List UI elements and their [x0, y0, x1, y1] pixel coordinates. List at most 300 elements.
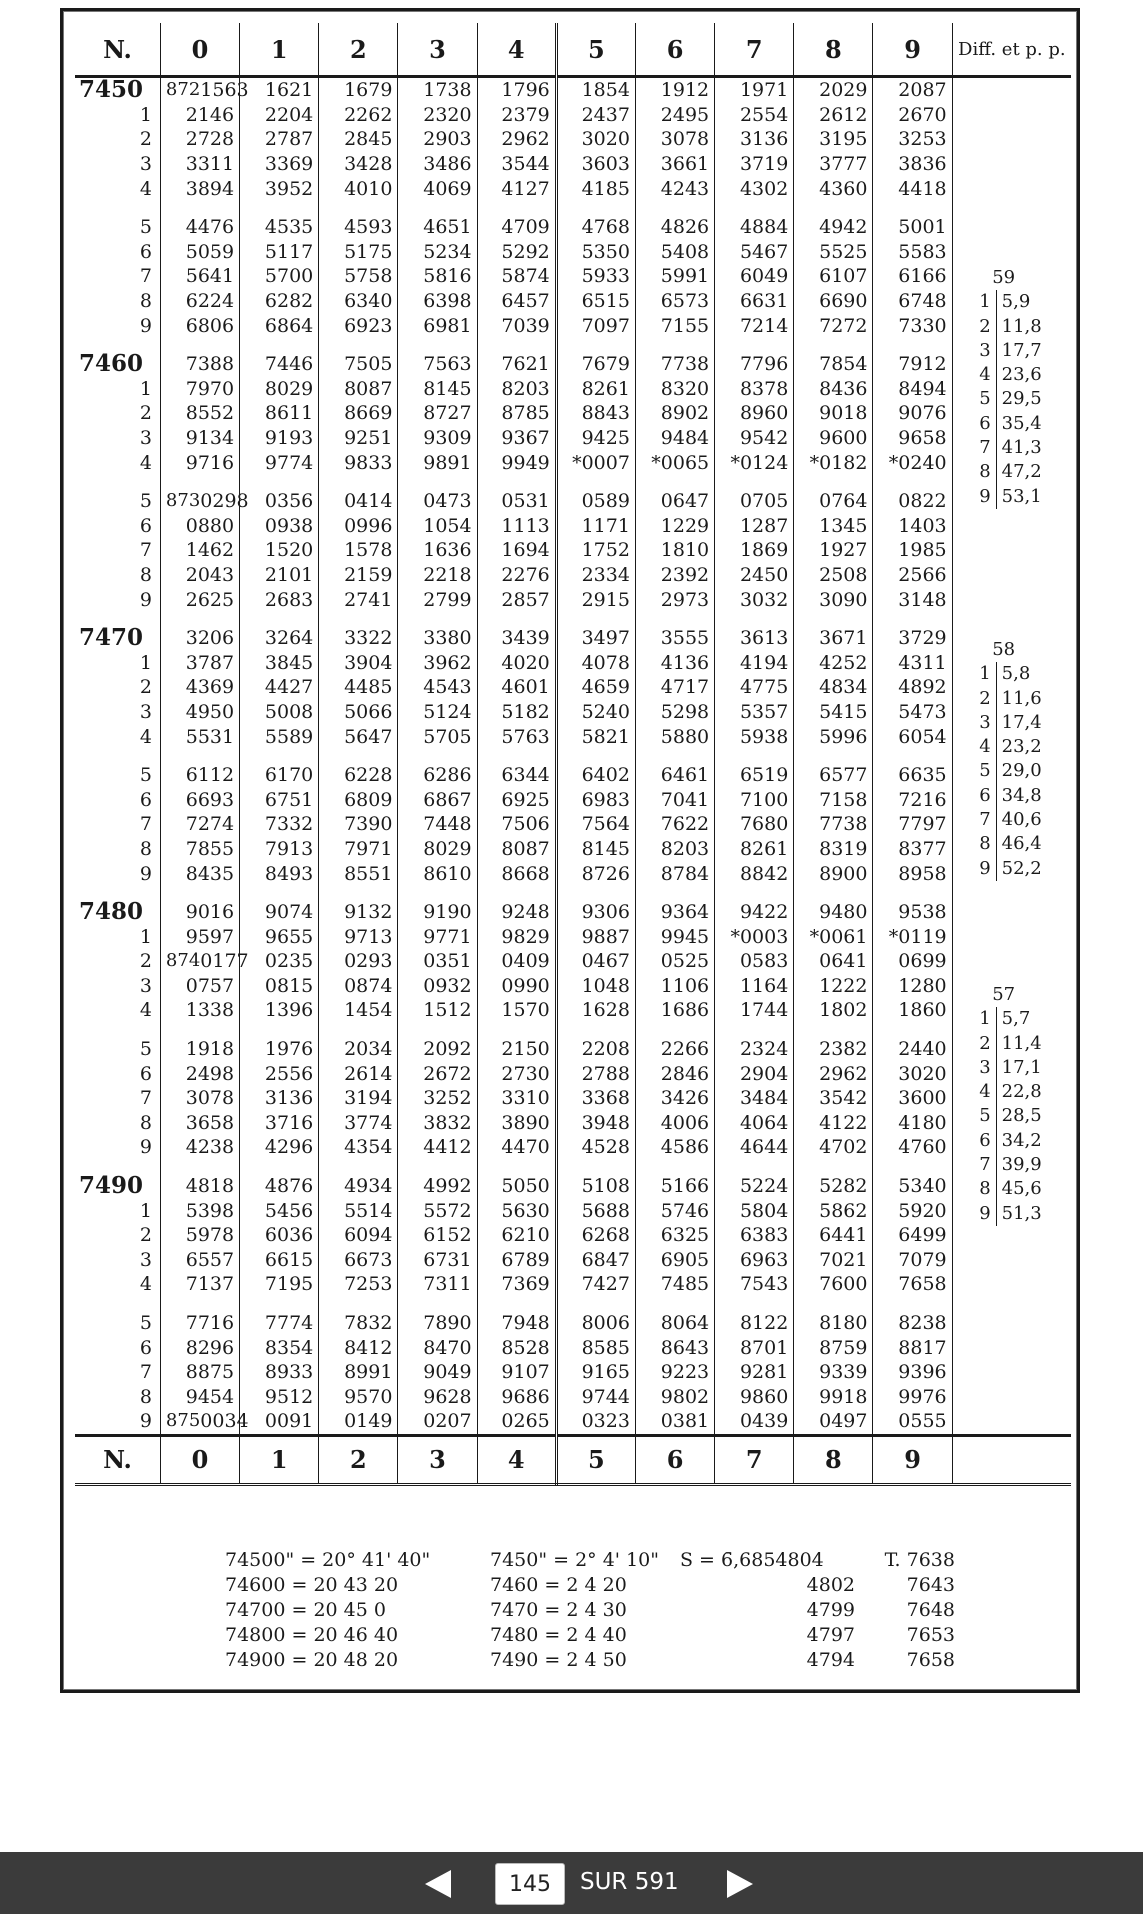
log-value-cell	[635, 289, 714, 314]
log-mantissa: 9976	[898, 1385, 947, 1408]
log-value-cell	[319, 1061, 398, 1086]
log-value-cell	[556, 1385, 635, 1410]
page-number-input[interactable]	[495, 1863, 565, 1905]
log-value-cell	[160, 700, 239, 725]
log-mantissa: 4006	[660, 1111, 710, 1134]
log-value-cell	[240, 1086, 319, 1111]
s-value: 4794	[806, 1649, 855, 1671]
log-value-cell	[794, 563, 873, 588]
column-header: 2	[319, 1435, 398, 1484]
logarithm-table	[75, 23, 1071, 1486]
table-row	[75, 900, 1071, 925]
log-value-cell	[477, 1272, 556, 1297]
log-mantissa: 5920	[898, 1199, 947, 1222]
log-mantissa: 4992	[423, 1175, 472, 1198]
log-value-cell	[715, 377, 794, 402]
log-value-cell	[398, 1223, 477, 1248]
log-mantissa: 9628	[423, 1385, 472, 1408]
log-mantissa: 4717	[660, 676, 710, 699]
log-value-cell	[635, 514, 714, 539]
log-value-cell	[635, 426, 714, 451]
log-mantissa: 2554	[739, 103, 789, 126]
column-header: 4	[477, 23, 556, 77]
log-value-cell	[794, 587, 873, 612]
log-value-cell	[873, 700, 952, 725]
log-mantissa: 8701	[739, 1336, 789, 1359]
log-mantissa: 9655	[264, 925, 314, 948]
log-value-cell	[477, 675, 556, 700]
log-mantissa: 0555	[898, 1410, 947, 1433]
log-value-cell	[635, 837, 714, 862]
log-value-cell	[160, 1037, 239, 1062]
log-mantissa: 9480	[819, 901, 868, 924]
log-mantissa: 6983	[581, 788, 630, 811]
log-value-cell	[319, 215, 398, 240]
log-value-cell	[240, 1311, 319, 1336]
log-mantissa: 8933	[264, 1361, 314, 1384]
log-mantissa: 7738	[660, 353, 710, 376]
log-value-cell	[794, 264, 873, 289]
log-mantissa: 0589	[581, 490, 630, 513]
row-number: 9	[75, 1409, 160, 1435]
log-value-cell	[477, 1311, 556, 1336]
log-value-cell	[398, 264, 477, 289]
log-mantissa: 0531	[501, 490, 550, 513]
log-mantissa: 7970	[185, 377, 235, 400]
log-value-cell	[794, 974, 873, 999]
log-mantissa: 1738	[423, 79, 472, 102]
log-value-cell	[715, 240, 794, 265]
row-number: 1	[75, 103, 160, 128]
log-mantissa: 2437	[581, 103, 630, 126]
log-value-cell	[319, 401, 398, 426]
log-value-cell	[794, 240, 873, 265]
log-mantissa: 3078	[185, 1087, 235, 1110]
log-value-cell	[873, 763, 952, 788]
log-mantissa: 9538	[898, 901, 947, 924]
log-value-cell	[240, 313, 319, 338]
row-number: 5	[75, 1037, 160, 1062]
log-mantissa: 3777	[819, 153, 868, 176]
log-value-cell	[319, 176, 398, 201]
log-mantissa: 7543	[739, 1273, 789, 1296]
log-value-cell	[398, 1335, 477, 1360]
pp-value: 17,7	[1001, 339, 1042, 361]
log-value-cell	[240, 401, 319, 426]
log-mantissa: 8528	[501, 1336, 550, 1359]
log-value-cell	[635, 1037, 714, 1062]
log-mantissa: 9193	[264, 427, 314, 450]
log-value-cell	[477, 377, 556, 402]
table-row	[75, 763, 1071, 788]
log-value-cell	[715, 77, 794, 103]
log-value-cell	[160, 675, 239, 700]
log-mantissa: 3439	[501, 627, 550, 650]
log-value-cell	[873, 1248, 952, 1273]
log-value-cell	[794, 1311, 873, 1336]
log-mantissa: 7912	[898, 353, 947, 376]
log-value-cell	[556, 240, 635, 265]
log-value-cell	[240, 1385, 319, 1410]
log-mantissa: 1976	[264, 1038, 314, 1061]
log-mantissa: 5108	[581, 1175, 630, 1198]
log-mantissa: 6864	[264, 314, 314, 337]
log-value-cell	[715, 1198, 794, 1223]
log-value-cell	[635, 861, 714, 886]
table-row	[75, 152, 1071, 177]
log-mantissa: 4243	[660, 177, 710, 200]
column-header: 9	[873, 23, 952, 77]
log-value-cell	[319, 240, 398, 265]
log-mantissa: 6631	[739, 290, 789, 313]
log-value-cell	[477, 352, 556, 377]
log-mantissa: 5763	[501, 725, 550, 748]
log-value-cell	[319, 974, 398, 999]
log-mantissa: 2556	[264, 1062, 314, 1085]
log-value-cell	[715, 127, 794, 152]
log-value-cell	[398, 77, 477, 103]
log-mantissa: 2904	[739, 1062, 789, 1085]
log-value-cell	[160, 176, 239, 201]
log-value-cell	[240, 563, 319, 588]
log-mantissa: 2614	[344, 1062, 393, 1085]
log-mantissa: 5059	[185, 240, 235, 263]
log-mantissa: 7039	[501, 314, 550, 337]
log-mantissa: 7214	[739, 314, 789, 337]
log-value-cell	[873, 626, 952, 651]
log-value-cell	[556, 998, 635, 1023]
row-number: 5	[75, 1311, 160, 1336]
log-mantissa: 7600	[819, 1273, 868, 1296]
log-mantissa: 3253	[898, 128, 947, 151]
log-mantissa: 7388	[185, 353, 235, 376]
log-value-cell	[794, 1135, 873, 1160]
log-mantissa: 3787	[185, 651, 235, 674]
table-row	[75, 426, 1071, 451]
log-value-cell	[319, 787, 398, 812]
log-mantissa: 7506	[501, 813, 550, 836]
log-mantissa: 8958	[898, 862, 947, 885]
log-value-cell	[398, 352, 477, 377]
log-value-cell	[556, 215, 635, 240]
log-value-cell	[556, 1174, 635, 1199]
column-header: 1	[240, 1435, 319, 1484]
log-mantissa: 3136	[264, 1087, 314, 1110]
row-number: 4	[75, 176, 160, 201]
log-value-cell	[794, 650, 873, 675]
pp-digit: 9	[969, 1202, 997, 1226]
log-value-cell	[873, 313, 952, 338]
log-value-cell	[160, 587, 239, 612]
log-mantissa: 9367	[501, 427, 550, 450]
row-number: 3	[75, 1248, 160, 1273]
log-value-cell	[715, 812, 794, 837]
table-row	[75, 924, 1071, 949]
log-mantissa: 2730	[501, 1062, 550, 1085]
log-value-cell	[398, 650, 477, 675]
log-value-cell	[240, 700, 319, 725]
row-number: 7460	[75, 352, 160, 377]
log-mantissa: 3952	[264, 177, 314, 200]
row-number: 9	[75, 861, 160, 886]
log-value-cell	[873, 240, 952, 265]
pp-digit: 9	[969, 485, 997, 509]
log-value-cell	[160, 538, 239, 563]
log-value-cell	[715, 538, 794, 563]
log-value-cell	[635, 1385, 714, 1410]
log-value-cell	[477, 77, 556, 103]
log-mantissa: 6847	[581, 1248, 630, 1271]
log-value-cell	[635, 401, 714, 426]
log-value-cell	[556, 924, 635, 949]
log-mantissa: 3719	[739, 153, 789, 176]
log-mantissa: 2741	[344, 588, 393, 611]
table-row	[75, 1335, 1071, 1360]
log-mantissa: 1985	[898, 539, 947, 562]
log-mantissa: 5182	[501, 700, 550, 723]
log-value-cell	[556, 812, 635, 837]
log-mantissa: 6806	[185, 314, 235, 337]
log-value-cell	[240, 1272, 319, 1297]
log-mantissa: 7890	[423, 1312, 472, 1335]
log-mantissa: 1287	[739, 514, 789, 537]
log-value-cell	[715, 152, 794, 177]
log-value-cell	[240, 264, 319, 289]
log-mantissa: 9945	[660, 925, 710, 948]
difference-value: 57	[992, 984, 1016, 1005]
log-mantissa: 2498	[185, 1062, 235, 1085]
log-mantissa: 9542	[739, 427, 789, 450]
log-value-cell	[398, 974, 477, 999]
log-value-cell	[240, 587, 319, 612]
log-value-cell	[873, 538, 952, 563]
log-mantissa: 3310	[501, 1087, 550, 1110]
log-mantissa: 8087	[344, 377, 393, 400]
log-value-cell	[715, 1335, 794, 1360]
column-header: 8	[794, 23, 873, 77]
log-value-cell	[635, 489, 714, 514]
log-mantissa: 8960	[739, 402, 789, 425]
log-mantissa: 4238	[185, 1136, 235, 1159]
row-number: 2	[75, 401, 160, 426]
log-mantissa: 5124	[423, 700, 472, 723]
log-value-cell	[715, 1248, 794, 1273]
row-number: 2	[75, 1223, 160, 1248]
t-value: 7658	[906, 1649, 955, 1671]
log-mantissa: 0265	[501, 1410, 550, 1433]
log-mantissa: 5874	[501, 265, 550, 288]
log-mantissa: 2218	[423, 563, 472, 586]
log-mantissa: 6515	[581, 290, 630, 313]
log-value-cell	[715, 626, 794, 651]
previous-page-arrow-icon[interactable]	[425, 1870, 451, 1898]
log-mantissa: 8843	[581, 402, 630, 425]
log-value-cell	[556, 1135, 635, 1160]
row-number: 8	[75, 563, 160, 588]
log-value-cell	[160, 924, 239, 949]
log-value-cell	[477, 489, 556, 514]
log-value-cell	[715, 998, 794, 1023]
log-value-cell	[319, 1335, 398, 1360]
log-value-cell	[556, 1248, 635, 1273]
log-value-cell	[715, 700, 794, 725]
log-value-cell	[240, 1061, 319, 1086]
pp-digit: 6	[969, 412, 997, 436]
row-number: 7	[75, 538, 160, 563]
log-mantissa: 1229	[660, 514, 710, 537]
log-mantissa: 5938	[739, 725, 789, 748]
log-mantissa: 2799	[423, 588, 472, 611]
log-value-cell	[240, 1335, 319, 1360]
log-mantissa: 8145	[581, 837, 630, 860]
log-mantissa: 4876	[264, 1175, 314, 1198]
log-mantissa: 8611	[264, 402, 314, 425]
log-mantissa: 4586	[660, 1136, 710, 1159]
log-mantissa: 7195	[264, 1273, 314, 1296]
log-mantissa: 8320	[660, 377, 710, 400]
log-value-cell	[398, 152, 477, 177]
log-value-cell	[715, 837, 794, 862]
log-mantissa: 1054	[423, 514, 472, 537]
log-value-cell	[477, 1409, 556, 1435]
log-value-cell	[715, 352, 794, 377]
log-value-cell	[398, 700, 477, 725]
log-mantissa: 5398	[185, 1199, 235, 1222]
log-mantissa: 0034	[200, 1410, 249, 1433]
block-gap	[75, 749, 1071, 763]
log-mantissa: 6557	[185, 1248, 235, 1271]
log-value-cell	[477, 861, 556, 886]
log-value-cell	[635, 313, 714, 338]
log-value-cell	[398, 563, 477, 588]
arc-small-line: 7450" = 2° 4' 10"	[490, 1549, 659, 1571]
log-mantissa: 6224	[185, 290, 235, 313]
log-value-cell	[556, 837, 635, 862]
log-value-cell	[477, 700, 556, 725]
log-value-cell	[715, 1409, 794, 1435]
log-mantissa: 1810	[660, 539, 710, 562]
log-value-cell	[477, 812, 556, 837]
log-value-cell	[477, 1198, 556, 1223]
row-number: 6	[75, 1335, 160, 1360]
pp-digit: 7	[969, 1153, 997, 1177]
pp-value: 22,8	[1001, 1081, 1042, 1103]
log-mantissa: 8727	[423, 402, 472, 425]
log-mantissa: 7913	[264, 837, 314, 860]
log-mantissa: 6519	[739, 764, 789, 787]
log-mantissa: 8759	[819, 1336, 868, 1359]
log-mantissa: 5641	[185, 265, 235, 288]
log-value-cell	[635, 587, 714, 612]
log-value-cell	[319, 489, 398, 514]
log-mantissa: 1396	[264, 999, 314, 1022]
log-mantissa: 2379	[501, 103, 550, 126]
log-value-cell	[477, 837, 556, 862]
block-gap	[75, 1160, 1071, 1174]
log-mantissa: 8842	[739, 862, 789, 885]
log-value-cell	[160, 313, 239, 338]
log-mantissa: 3603	[581, 153, 630, 176]
next-page-arrow-icon[interactable]	[727, 1870, 753, 1898]
log-value-cell	[635, 176, 714, 201]
log-value-cell	[794, 1061, 873, 1086]
proportional-part-row	[969, 1056, 1042, 1080]
log-value-cell	[715, 763, 794, 788]
log-mantissa: 0757	[185, 974, 235, 997]
log-value-cell	[635, 812, 714, 837]
log-value-cell	[715, 650, 794, 675]
log-value-cell	[873, 426, 952, 451]
log-value-cell	[319, 152, 398, 177]
log-value-cell	[635, 1135, 714, 1160]
log-mantissa: 9744	[581, 1385, 630, 1408]
log-value-cell	[319, 1248, 398, 1273]
log-mantissa: 6286	[423, 764, 472, 787]
log-value-cell	[319, 1223, 398, 1248]
log-value-cell	[160, 240, 239, 265]
log-mantissa: 9306	[581, 901, 630, 924]
log-value-cell	[556, 1086, 635, 1111]
log-value-cell	[635, 650, 714, 675]
proportional-part-row	[969, 290, 1042, 314]
arc-small-line: 7480 = 2 4 40	[490, 1624, 627, 1646]
log-value-cell	[715, 787, 794, 812]
log-mantissa: 1694	[501, 539, 550, 562]
log-value-cell	[319, 949, 398, 974]
log-mantissa: 8643	[660, 1336, 710, 1359]
table-row	[75, 787, 1071, 812]
log-mantissa: 9190	[423, 901, 472, 924]
log-value-cell	[398, 1311, 477, 1336]
log-value-cell	[635, 103, 714, 128]
column-header: 5	[556, 23, 635, 77]
log-value-cell	[477, 264, 556, 289]
arc-small-line: 7470 = 2 4 30	[490, 1599, 627, 1621]
log-mantissa: 9422	[739, 901, 789, 924]
log-value-cell	[160, 1409, 249, 1435]
log-mantissa: 8378	[739, 377, 789, 400]
pp-digit: 3	[969, 339, 997, 363]
pp-value: 47,2	[1001, 461, 1042, 483]
pp-digit: 3	[969, 711, 997, 735]
log-mantissa: 3890	[501, 1111, 550, 1134]
log-value-cell	[556, 127, 635, 152]
log-mantissa: 1802	[819, 999, 868, 1022]
log-mantissa: 2382	[819, 1038, 868, 1061]
log-mantissa: 5415	[819, 700, 868, 723]
table-row	[75, 1086, 1071, 1111]
log-mantissa: 8785	[501, 402, 550, 425]
pp-value: 17,1	[1001, 1056, 1042, 1078]
log-value-cell	[873, 974, 952, 999]
log-mantissa: 6107	[819, 265, 868, 288]
log-mantissa: 2146	[185, 103, 235, 126]
log-value-cell	[477, 1360, 556, 1385]
row-number: 4	[75, 1272, 160, 1297]
s-values-list	[680, 1548, 855, 1673]
log-value-cell	[715, 450, 794, 475]
log-value-cell	[635, 1311, 714, 1336]
log-mantissa: 5978	[185, 1224, 235, 1247]
log-mantissa: 7311	[423, 1273, 472, 1296]
log-value-cell	[319, 289, 398, 314]
log-mantissa: 6210	[501, 1224, 550, 1247]
log-mantissa: 0149	[344, 1410, 393, 1433]
log-mantissa: 8991	[344, 1361, 393, 1384]
log-value-cell	[160, 514, 239, 539]
log-value-cell	[556, 700, 635, 725]
log-value-cell	[635, 1061, 714, 1086]
